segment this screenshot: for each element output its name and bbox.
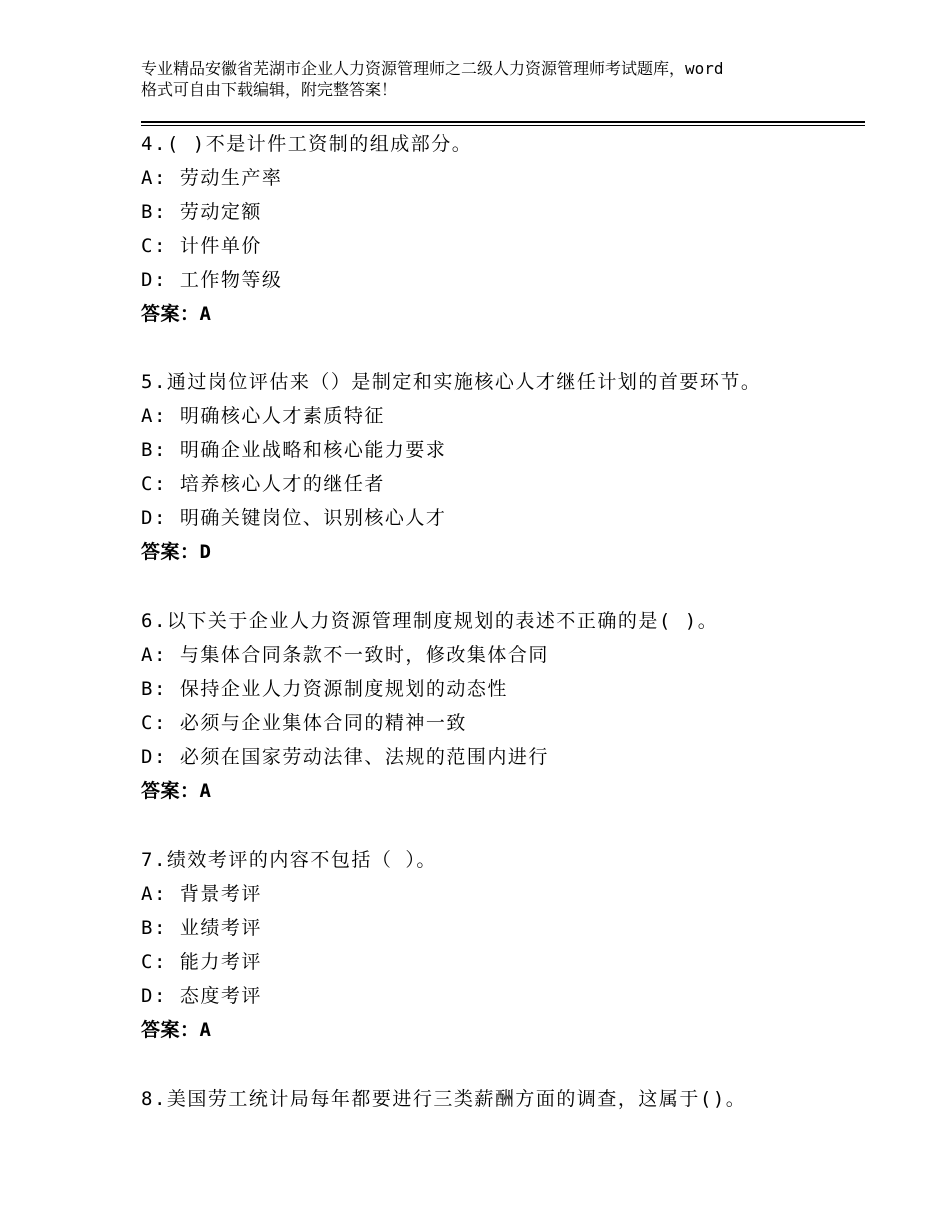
question-stem: 5.通过岗位评估来（）是制定和实施核心人才继任计划的首要环节。 <box>141 371 762 393</box>
option-c: C: 必须与企业集体合同的精神一致 <box>141 712 467 734</box>
header-divider-thin <box>141 125 865 126</box>
option-d: D: 明确关键岗位、识别核心人才 <box>141 507 447 529</box>
header-line-2: 格式可自由下载编辑，附完整答案！ <box>141 80 398 99</box>
answer: 答案：D <box>141 541 212 563</box>
header-divider-thick <box>141 121 865 123</box>
option-b: B: 保持企业人力资源制度规划的动态性 <box>141 678 508 700</box>
option-b: B: 业绩考评 <box>141 917 262 939</box>
document-header <box>141 58 861 100</box>
question-6 <box>141 604 861 808</box>
question-stem: 4.( )不是计件工资制的组成部分。 <box>141 133 473 155</box>
option-d: D: 态度考评 <box>141 985 262 1007</box>
option-a: A: 劳动生产率 <box>141 167 283 189</box>
option-c: C: 培养核心人才的继任者 <box>141 473 385 495</box>
answer: 答案：A <box>141 303 212 325</box>
question-8 <box>141 1082 861 1116</box>
question-stem: 7.绩效考评的内容不包括（ ）。 <box>141 849 437 871</box>
header-line-1: 专业精品安徽省芜湖市企业人力资源管理师之二级人力资源管理师考试题库，word <box>141 59 724 78</box>
option-b: B: 劳动定额 <box>141 201 262 223</box>
question-4 <box>141 127 861 331</box>
question-stem: 8.美国劳工统计局每年都要进行三类薪酬方面的调查，这属于()。 <box>141 1088 747 1110</box>
option-c: C: 能力考评 <box>141 951 262 973</box>
answer: 答案：A <box>141 780 212 802</box>
option-a: A: 与集体合同条款不一致时，修改集体合同 <box>141 644 549 666</box>
option-d: D: 工作物等级 <box>141 269 283 291</box>
option-c: C: 计件单价 <box>141 235 262 257</box>
answer: 答案：A <box>141 1019 212 1041</box>
question-7 <box>141 843 861 1047</box>
question-5 <box>141 365 861 569</box>
option-a: A: 背景考评 <box>141 883 262 905</box>
option-d: D: 必须在国家劳动法律、法规的范围内进行 <box>141 746 549 768</box>
question-stem: 6.以下关于企业人力资源管理制度规划的表述不正确的是( )。 <box>141 610 719 632</box>
option-a: A: 明确核心人才素质特征 <box>141 405 385 427</box>
option-b: B: 明确企业战略和核心能力要求 <box>141 439 447 461</box>
